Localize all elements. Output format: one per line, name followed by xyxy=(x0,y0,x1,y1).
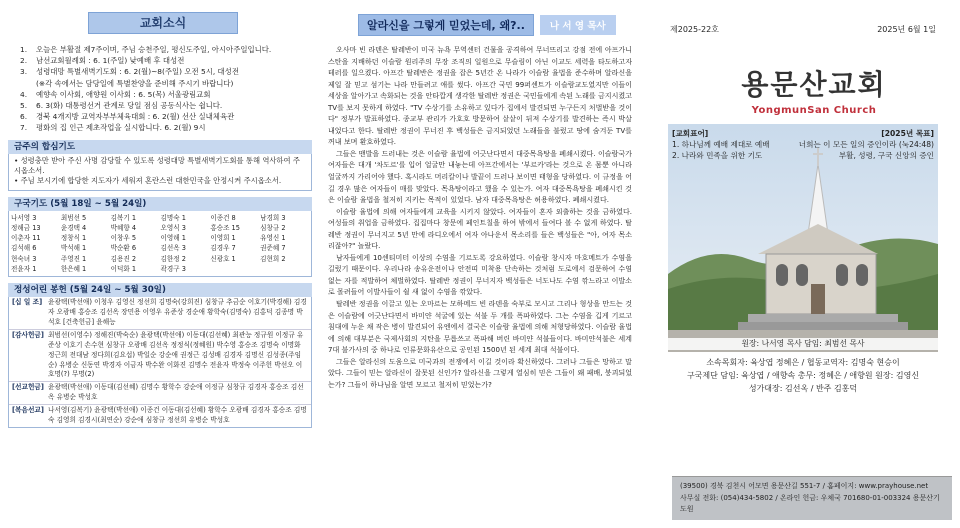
prayer-member: 김명숙 1 xyxy=(160,213,186,222)
prayer-item: • 주님 보시기에 합당한 지도자가 세워져 혼란스런 대한민국을 안정시켜 주시옵소서. xyxy=(14,176,282,186)
prayer-member: 김경우 7 xyxy=(210,244,236,253)
prayer-member: 전윤자 1 xyxy=(11,264,37,273)
prayer-item: • 성령충만 받아 주신 사명 감당할 수 있도록 성령대망 특별새벽기도회를 통해 역사하여 주시옵소서. xyxy=(14,155,300,176)
prayer-member: 이덕화 1 xyxy=(110,264,137,273)
prayer-member: 나서영 3 xyxy=(11,213,37,222)
prayer-member: 김용진 2 xyxy=(110,254,137,263)
prayer-member: 한은혜 1 xyxy=(60,264,87,273)
prayer-member: 박순환 6 xyxy=(110,244,137,253)
news-item: 7. 평화의 집 인근 제초작업을 실시합니다. 6. 2(월) 9시 xyxy=(20,123,206,133)
address: (39500) 경북 김천시 어모면 용문산길 551-7 / 홈페이지: www.prayhouse.net xyxy=(680,482,929,490)
prayer-member: 이춘자 11 xyxy=(11,234,41,243)
offering-row: [십 일 조] 윤광택(박선애) 이청우 김영신 정선희 김명숙(강희진) 심창규 추금순 이호기(박경해) 김경자 오광배 홍승조 김선옥 장민용 이영우 유준상 경순애 황학숙(김명숙) 김홍덕 김종명 박석호 [건축헌금] 윤해능 xyxy=(9,297,311,330)
prayer-member: 오영식 3 xyxy=(160,224,186,233)
news-item: 2. 남선교회월례회 : 6. 1(주일) 낮예배 후 대성전 xyxy=(20,56,185,66)
prayer-member: 남경희 3 xyxy=(260,213,286,222)
news-item: 1. 오늘은 부활절 제7주이며, 주님 승천주일, 평신도주일, 아시아주일입니다. xyxy=(20,45,272,54)
sermon-paragraph: 그들은 알라신의 도움으로 미국과의 전쟁에서 이길 것이라 확신하였다. 그러나 그들은 망하고 말았다. 그들이 믿는 알라신이 잘못된 신인가? 알라신을 그렇게 열심히 믿은 그들이 왜 패배, 붕괴되었는가? 그들이 하나님을 알면 모르고 철저히 믿었는가? xyxy=(328,356,632,389)
prayer-member: 권준혜 7 xyxy=(260,244,286,253)
fast-prayer-box xyxy=(8,154,312,191)
church-photo xyxy=(668,124,938,352)
prayer-member: 유영신 1 xyxy=(260,234,286,243)
offering-row: [복음선교] 나서영(김복기) 윤광택(박선애) 이종건 이동대(김선혜) 황학수 오광배 김경자 홍승조 김명숙 김영희 김경시(최연순) 강순애 심창규 정선희 유병순 박성호 xyxy=(12,406,307,425)
staff-list: 소속목회자: 육상엽 정혜은 / 협동교역자: 김명숙 현승이 구국제단 담임: 육상엽 / 애향속 총무: 정혜은 / 애향원 원장: 김영신 성가대장: 김선옥 / 반주 김홍덕 xyxy=(686,358,920,393)
sermon-paragraph: 탈레반 정권을 이끌고 있는 오마르는 모하메드 빈 라덴을 숙부로 모시고 그리나 형상을 만드는 것은 이슬람에 어긋난다면서 바미얀 석굴에 있는 석불 두 개를 폭파하였다. 그는 수염을 깁게 기르고 침대에 누운 채 작은 병이 발견되어 유엔에서 결국은 이슬람 율법에 의해 처형당하였다. 이슬람 율법에 의해 대부분은 국제사회의 지탄을 무릅쓰고 폭파해 버린 바미얀 석불들이다. 바미얀석불은 세계 7대 불가사의 중 하나로 인류문화유산으로 공인된 1500년 된 세계 최대 석불이다. xyxy=(328,299,632,355)
news-banner: 교회소식 xyxy=(88,12,238,34)
prayer-member: 이종건 8 xyxy=(210,213,236,222)
prayer-member: 정해금 13 xyxy=(11,224,41,233)
church-name-en: YongmunSan Church xyxy=(751,105,877,116)
sermon-body xyxy=(328,44,632,390)
offering-row: [감사헌금] 최범선(이영수) 정해진(박숙순) 윤광택(박선애) 이동대(김선혜) 최관능 정규원 이정규 유준상 이호기 손수현 심창규 오광배 김선옥 정정식(정혜원) 박수영 홍승조 김명숙 이명화 정근희 전대남 정다희(김요섭) 박일순 강순애 권정근 김성배 김경자 김명신 김성종(주임순) 유병순 신동연 박경자 이금자 박수완 이화진 김명수 전윤자 박정숙 이주헌 박선오 이호명(?) 무명(2) xyxy=(9,330,311,383)
news-item: 6. 경북 4개지방 교역자부부체육대회 : 6. 2(월) 선산 실내체육관 xyxy=(20,112,235,122)
fast-prayer-title: 금주의 합심기도 xyxy=(8,140,312,154)
prayer-member: 김석해 6 xyxy=(11,244,37,253)
news-item: (※각 속에서는 담당일에 특별찬양을 준비해 주시기 바랍니다) xyxy=(36,78,234,88)
offering-list xyxy=(8,297,312,428)
news-list xyxy=(8,44,312,134)
national-prayer-title: 구국기도 (5월 18일 ~ 5월 24일) xyxy=(8,197,312,211)
left-column xyxy=(0,0,318,528)
news-item: 4. 예향속 이사회, 애향원 이사회 : 6. 5(목) 서울광림교회 xyxy=(20,89,211,99)
address-footer xyxy=(672,476,952,520)
prayer-member xyxy=(210,264,259,274)
sermon-paragraph: 오사마 빈 라덴은 탈레반이 미국 뉴욕 무역센터 건물을 공격하여 무너뜨리고 강점 전에 아프가니스탄을 지배하던 이슬람 원리주의 무장 조직의 일원으로 무슬림이 아닌 이교도 세력을 타도하고자 테러를 일으켰다. 아프간 탈레반은 정권을 잡은 5년간 온 나라가 이슬람 율법을 준수하며 알라신을 제일 잘 믿고 섬기는 나라 만들려고 애를 썼다. 아프간 국민 99퍼센트가 이슬람교도였지만 이들이 세상을 알아가고 속화되는 것을 안타깝게 생각한 탈레반 정권은 국민들에게 속된 노래를 금지시켰고 TV를 보지 못하게 하였다. "TV 수상기를 소유하고 있다가 집에서 발견되면 누구든지 처벌받을 것이다" 정부가 발표하였다. 종교부 관리가 가호호 방문하여 샅샅이 뒤져 수상기를 발견하는 즉시 박살내었다고 한다. 탈레반 정권이 무너진 후 백성들은 금지되었던 노래들을 불렀고 땅에 숨겨둔 TV를 꺼내 보며 환호하였다. xyxy=(328,45,632,147)
church-motto: [교회표어] 1. 하나님께 예배 제대로 예배 2. 나라와 민족을 위한 기도 xyxy=(672,129,770,160)
yearly-goal: [2025년 목표] 너희는 이 모든 일의 증인이라 (눅24:48) 부활, 성령, 구국 신앙의 증인 xyxy=(798,129,934,160)
pastor-line: 원장: 나서영 목사 담임: 최범선 목사 xyxy=(668,338,938,350)
issue-date: 2025년 6월 1일 xyxy=(877,25,936,34)
offering-title: 정성어린 봉헌 (5월 24일 ~ 5월 30일) xyxy=(8,283,312,297)
news-item: 5. 6. 3(화) 대통령선거 관계로 당일 점심 공동식사는 쉽니다. xyxy=(20,101,223,111)
sermon-author: 나 서 영 목사 xyxy=(540,15,616,35)
sermon-paragraph: 그들은 맨발을 드러내는 것은 이슬람 율법에 어긋난다면서 대중목욕탕을 폐쇄시켰다. 이슬람국가 여자들은 대개 '차도르'를 입어 얼굴만 내놓는데 아프간에서는 '부르카'라는 것으로 온 몸뿐 아니라 얼굴까지 가리어야 했다. 혹시라도 머리칼이나 발끝이 드러나 보이면 태형을 당하였다. 이 규정을 어길 경우 많은 여자들이 매를 맞았다. 목욕탕이라고 했을 수 있는가. 여자 대중목욕탕을 폐쇄시킨 것은 이슬람 율법을 철저히 지키는 목적이 있었다. 남자 대중목욕탕은 허용하였다. 폐쇄시켰다. xyxy=(328,148,632,205)
cover-column xyxy=(640,0,960,528)
prayer-member: 정창식 1 xyxy=(60,234,87,243)
prayer-member: 김선옥 3 xyxy=(160,244,186,253)
middle-column xyxy=(318,0,640,528)
prayer-member: 김현희 2 xyxy=(260,254,286,263)
issue-number: 제2025-22호 xyxy=(670,25,719,34)
prayer-member: 윤경택 4 xyxy=(60,224,87,233)
sermon-title: 알라신을 그렇게 믿었는데, 왜?.. xyxy=(358,14,534,36)
prayer-member: 현숙녀 3 xyxy=(11,254,37,263)
prayer-member: 최범선 5 xyxy=(60,213,87,222)
national-prayer-grid xyxy=(8,211,312,277)
offering-row: [선교헌금] 윤광택(박선애) 이동대(김선혜) 김명수 황학수 강순애 이정규 심창규 김경자 홍승조 김선옥 유병순 박성호 xyxy=(9,382,311,405)
prayer-member: 이창우 5 xyxy=(110,234,137,243)
news-item: 3. 성령대망 특별새벽기도회 : 6. 2(월)~8(주일) 오전 5시, 대성전 xyxy=(20,67,239,77)
prayer-member: 박혜향 4 xyxy=(110,224,137,233)
church-name: 용문산교회 xyxy=(741,68,887,101)
prayer-member: 김한정 2 xyxy=(160,254,186,263)
prayer-member: 주영진 1 xyxy=(60,254,87,263)
contact-info: 사무실 전화: (054)434-5802 / 온라인 헌금: 우체국 701680-01-003324 용문산기도원 xyxy=(680,493,940,513)
prayer-member: 곽경구 3 xyxy=(160,264,186,273)
prayer-member: 이영해 1 xyxy=(160,234,186,243)
prayer-member: 신광호 1 xyxy=(210,254,236,263)
prayer-member: 이영희 1 xyxy=(210,234,236,243)
prayer-member: 박석해 1 xyxy=(60,244,87,253)
prayer-member: 홍승조 15 xyxy=(210,224,240,233)
prayer-member: 김복기 1 xyxy=(110,213,137,222)
cover-header xyxy=(668,0,960,35)
sermon-title-bar xyxy=(358,14,632,36)
sermon-paragraph: 남자들에게 10센티미터 이상의 수염을 기르도록 강요하였다. 이슬람 창시자 마호메트가 수염을 길렀기 때문이다. 우리나라 송유운전이나 안전띠 미착용 단속하는 것처럼 도로에서 검문하여 수염 없는 자를 적발하여 체벌하였다. 탈레반 정권이 무너지자 백성들은 너도나도 수염 깎느라고 이발소로 몰려들어 이발사들이 쉴 새 없이 수염을 깎았다. xyxy=(328,252,632,297)
sermon-paragraph: 이슬람 율법에 의해 여자들에게 교육을 시키지 않았다. 여자들이 혼자 외출하는 것을 금하였다. 여성들의 취업을 금하였다. 집집마다 창문에 페인트칠을 하여 밖에서 들여다 볼 수 없게 하였다. 탈레반 정권이 무너지고 5년 만에 라디오에서 여자 아나운서 목소리를 들은 백성들은 "아, 여자 목소리잖아?" 놀랐다. xyxy=(328,206,632,251)
prayer-member: 심창규 2 xyxy=(260,224,286,233)
